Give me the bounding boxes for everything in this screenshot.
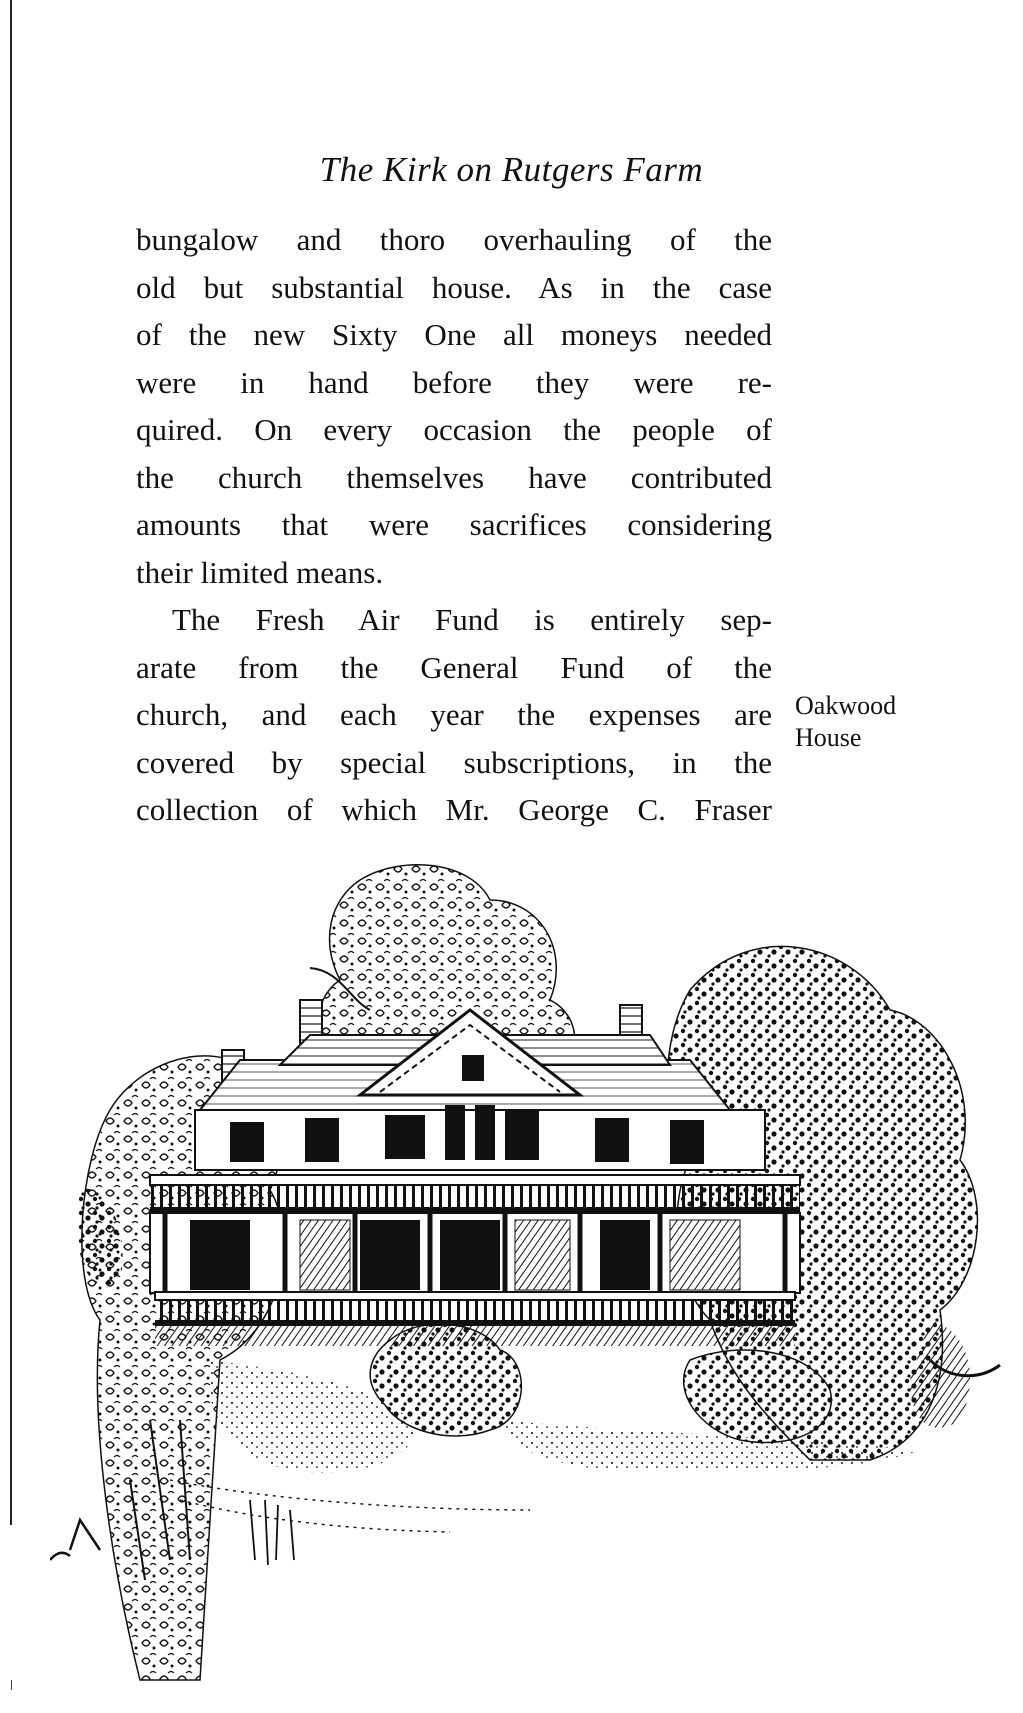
house-illustration: [50, 860, 1020, 1690]
lower-storey: [150, 1213, 800, 1300]
text-line: old but substantial house. As in the case: [136, 269, 772, 305]
margin-note: [795, 690, 995, 754]
text-line: were in hand before they were re-: [136, 364, 772, 400]
text-line: the church themselves have contributed: [136, 459, 772, 495]
text-line: collection of which Mr. George C. Fraser: [136, 792, 772, 827]
text-line: quired. On every occasion the people of: [136, 412, 772, 447]
paragraph-1: [136, 216, 772, 596]
margin-note-line: Oakwood: [795, 691, 897, 720]
text-line: arate from the General Fund of the: [136, 649, 772, 685]
body-text: [136, 216, 772, 834]
paragraph-2: [136, 596, 772, 834]
text-line: amounts that were sacrifices considering: [136, 507, 772, 542]
page-gutter-rule: [10, 0, 12, 1525]
text-line: bungalow and thoro overhauling of the: [136, 222, 772, 257]
upper-veranda: [150, 1175, 800, 1213]
margin-note-line: House: [795, 723, 862, 752]
text-line: church, and each year the expenses are: [136, 697, 772, 732]
running-head: The Kirk on Rutgers Farm: [319, 150, 704, 189]
text-line: of the new Sixty One all moneys needed: [136, 317, 772, 352]
text-line: The Fresh Air Fund is entirely sep-: [172, 602, 772, 637]
text-line: covered by special subscriptions, in the: [136, 744, 772, 780]
text-line: their limited means.: [136, 554, 384, 590]
page-gutter-mark: [11, 1680, 12, 1690]
